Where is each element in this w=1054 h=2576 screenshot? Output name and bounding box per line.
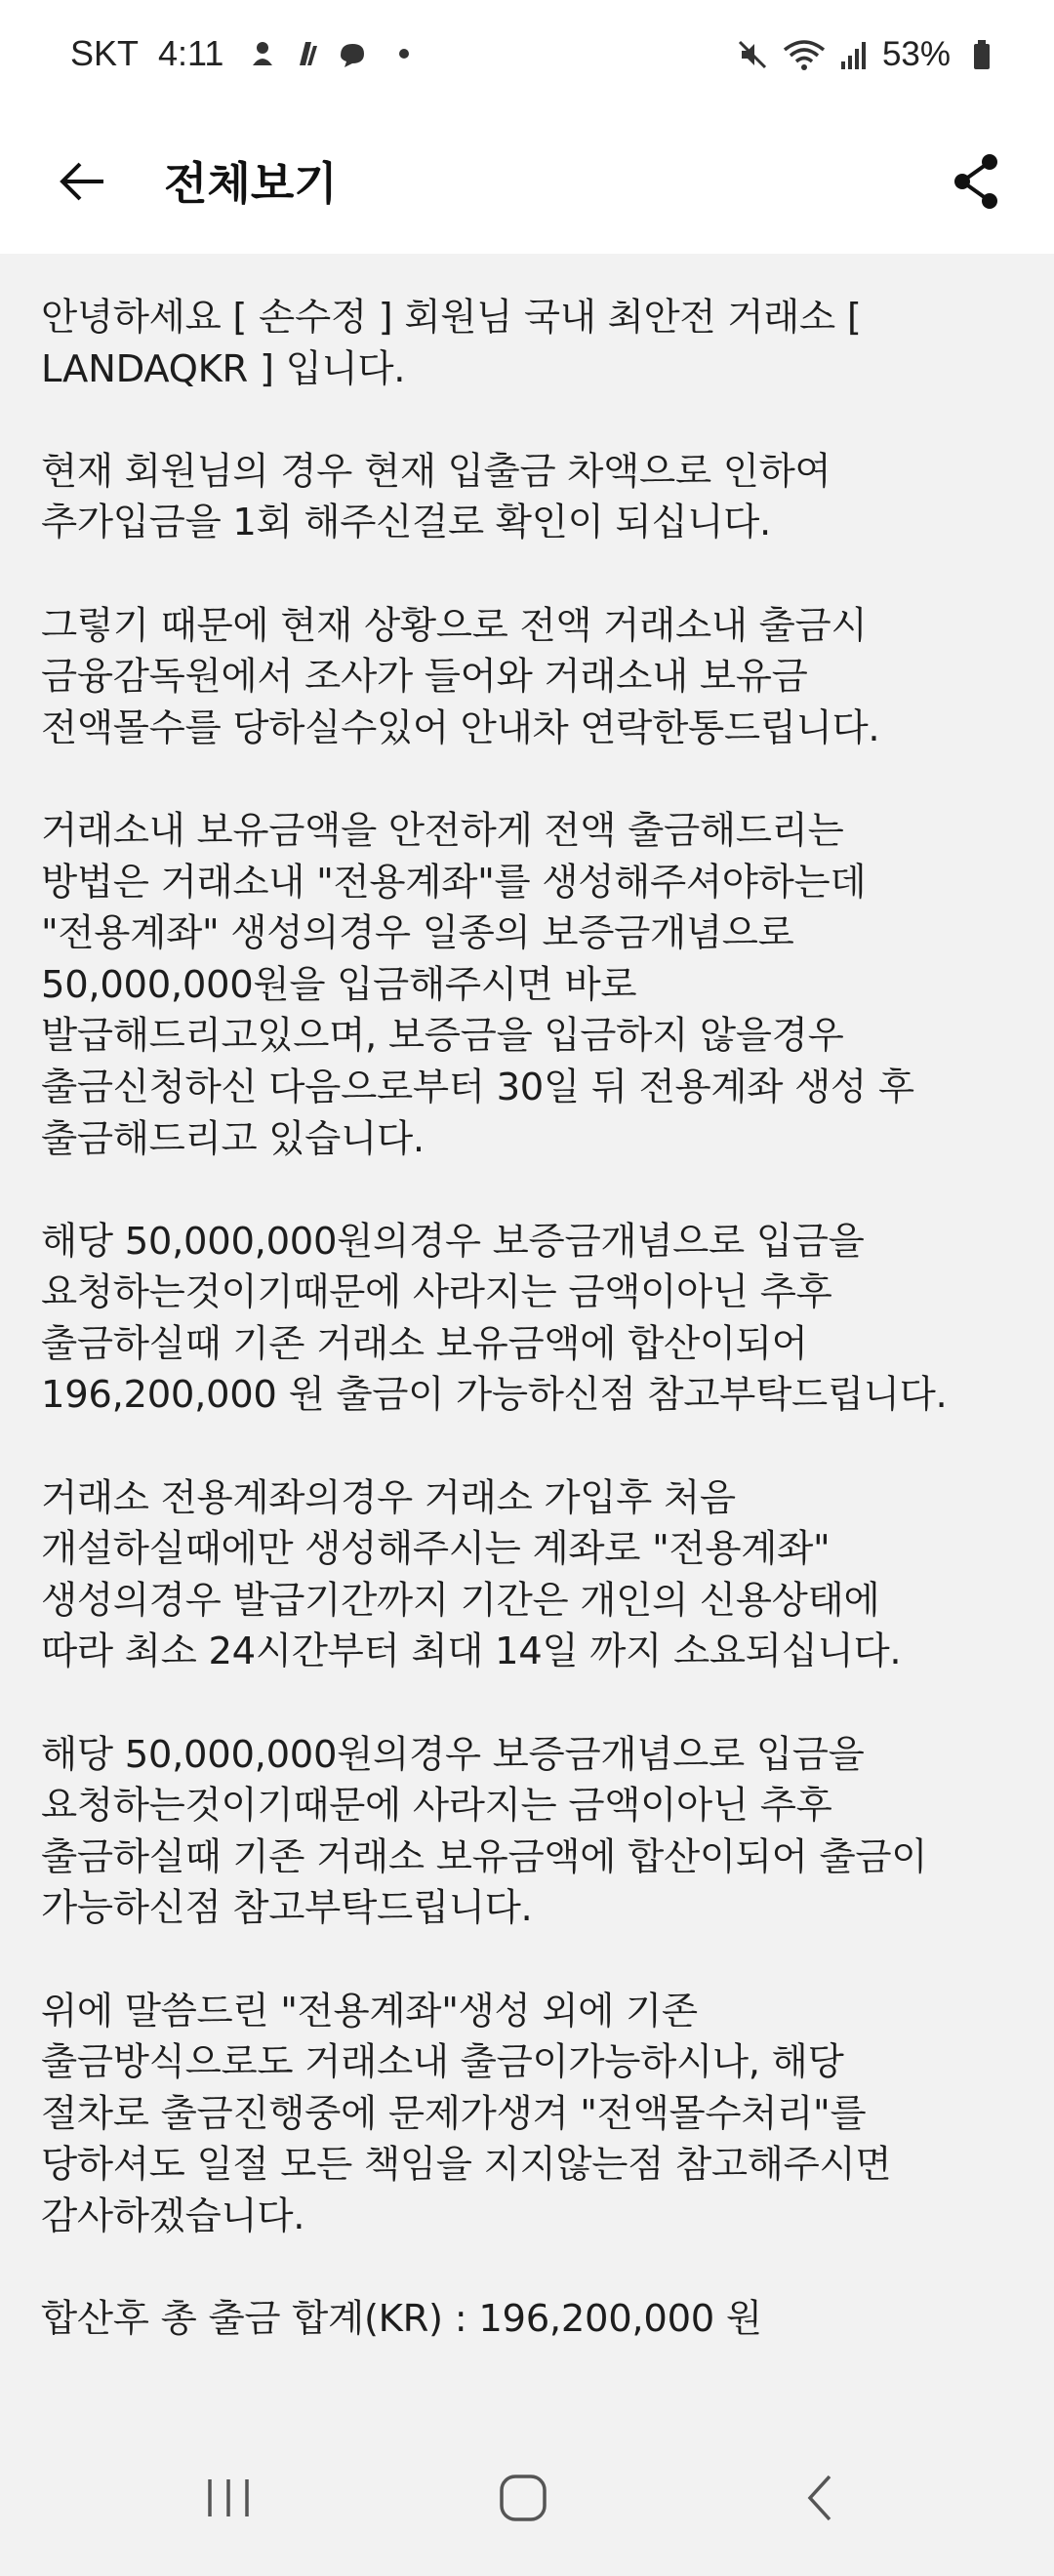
message-body: 안녕하세요 [ 손수정 ] 회원님 국내 최안전 거래소 [ LANDAQKR ] 입니다. 현재 회원님의 경우 현재 입출금 차액으로 인하여 추가입금을 1회 해주신걸로 확인이 되십니다. 그렇기 때문에 현재 상황으로 전액 거래소내 출금시 금융감독원에서 조사가 들어와 거래소내 보유금 전액몰수를 당하실수있어 안내차 연락한통드립니다. 거래소내 보유금액을 안전하게 전액 출금해드리는 방법은 거래소내 "전용계좌"를 생성해주셔야하는데 "전용계좌" 생성의경우 일종의 보증금개념으로 50,000,000원을 입금해주시면 바로 발급해드리고있으며, 보증금을 입금하지 않을경우 출금신청하신 다음으로부터 30일 뒤 전용계좌 생성 후 출금해드리고 있습니다. 해당 50,000,000원의경우 보증금개념으로 입금을 요청하는것이기때문에 사라지는 금액이아닌 추후 출금하실때 기존 거래소 보유금액에 합산이되어 196,200,000 원 출금이 가능하신점 참고부탁드립니다. 거래소 전용계좌의경우 거래소 가입후 처음 개설하실때에만 생성해주시는 계좌로 "전용계좌" 생성의경우 발급기간까지 기간은 개인의 신용상태에 따라 최소 24시간부터 최대 14일 까지 소요되십니다. 해당 50,000,000원의경우 보증금개념으로 입금을 요청하는것이기때문에 사라지는 금액이아닌 추후 출금하실때 기존 거래소 보유금액에 합산이되어 출금이 가능하신점 참고부탁드립니다. 위에 말씀드린 "전용계좌"생성 외에 기존 출금방식으로도 거래소내 출금이가능하시나, 해당 절차로 출금진행중에 문제가생겨 "전액몰수처리"를 당하셔도 일절 모든 책임을 지지않는점 참고해주시면 감사하겠습니다. 합산후 총 출금 합계(KR) : 196,200,000 원 xyxy=(41,296,948,2342)
carrier-label: SKT xyxy=(70,33,140,73)
navigation-bar xyxy=(0,2420,1054,2576)
share-button[interactable] xyxy=(937,142,1015,221)
status-left xyxy=(70,33,409,74)
notification-icon xyxy=(247,38,278,69)
more-notifications-icon xyxy=(399,49,409,59)
app-bar xyxy=(0,115,1054,254)
recent-apps-button[interactable] xyxy=(180,2459,277,2537)
back-arrow-icon xyxy=(55,154,109,209)
status-bar xyxy=(0,0,1054,115)
recent-apps-icon xyxy=(204,2475,253,2520)
notification-icon xyxy=(292,38,323,69)
nav-back-button[interactable] xyxy=(771,2459,869,2537)
status-right xyxy=(722,35,992,74)
signal-icon xyxy=(839,38,869,71)
message-container[interactable] xyxy=(0,254,1054,2420)
home-icon xyxy=(498,2473,548,2523)
clock: 4:11 xyxy=(158,33,224,73)
back-icon xyxy=(800,2471,839,2525)
wifi-icon xyxy=(783,38,826,71)
notification-icon xyxy=(337,38,368,69)
mute-icon xyxy=(736,38,769,71)
home-button[interactable] xyxy=(474,2459,572,2537)
page-title: 전체보기 xyxy=(164,157,338,210)
battery-percentage: 53% xyxy=(881,35,951,73)
scroll-fade xyxy=(0,2352,1054,2420)
back-button[interactable] xyxy=(43,142,121,221)
share-icon xyxy=(949,152,1003,211)
battery-icon xyxy=(972,38,992,71)
